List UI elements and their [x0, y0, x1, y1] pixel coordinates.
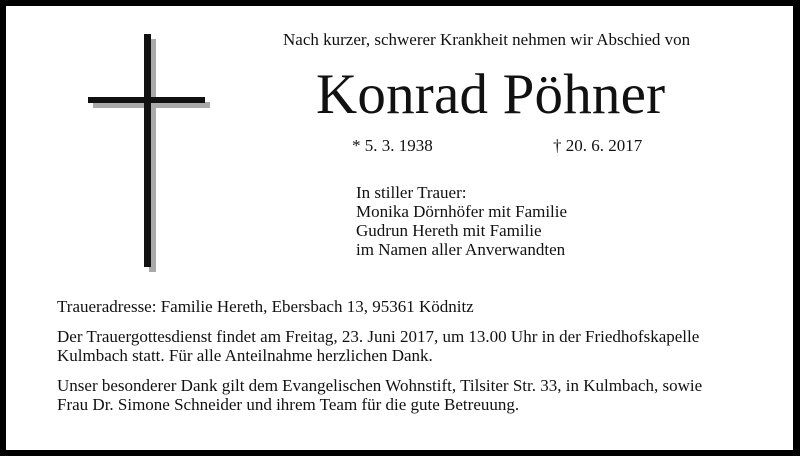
text-line: Traueradresse: Familie Hereth, Ebersbach 13, 95361 Ködnitz — [57, 297, 474, 316]
mourning-address — [57, 297, 787, 316]
mourners-heading: In stiller Trauer: — [356, 183, 467, 202]
mourner-line: im Namen aller Anverwandten — [356, 240, 566, 259]
deceased-name: Konrad Pöhner — [316, 63, 666, 126]
mourner-line: Monika Dörnhöfer mit Familie — [356, 202, 568, 221]
mourner-line: Gudrun Hereth mit Familie — [356, 221, 542, 240]
mourners-block — [356, 183, 567, 259]
intro-text: Nach kurzer, schwerer Krankheit nehmen wir Abschied von — [283, 30, 691, 49]
birth-date: * 5. 3. 1938 — [352, 136, 433, 155]
death-date: † 20. 6. 2017 — [553, 136, 643, 155]
text-line: Der Trauergottesdienst findet am Freitag, 23. Juni 2017, um 13.00 Uhr in der Friedhofskapelle — [57, 327, 700, 346]
thanks-note — [57, 376, 787, 414]
details-block — [57, 297, 787, 425]
service-info — [57, 327, 787, 365]
text-line: Frau Dr. Simone Schneider und ihrem Team für die gute Betreuung. — [57, 395, 520, 414]
text-line: Kulmbach statt. Für alle Anteilnahme herzlichen Dank. — [57, 346, 433, 365]
text-line: Unser besonderer Dank gilt dem Evangelischen Wohnstift, Tilsiter Str. 33, in Kulmbach, sowie — [57, 376, 703, 395]
